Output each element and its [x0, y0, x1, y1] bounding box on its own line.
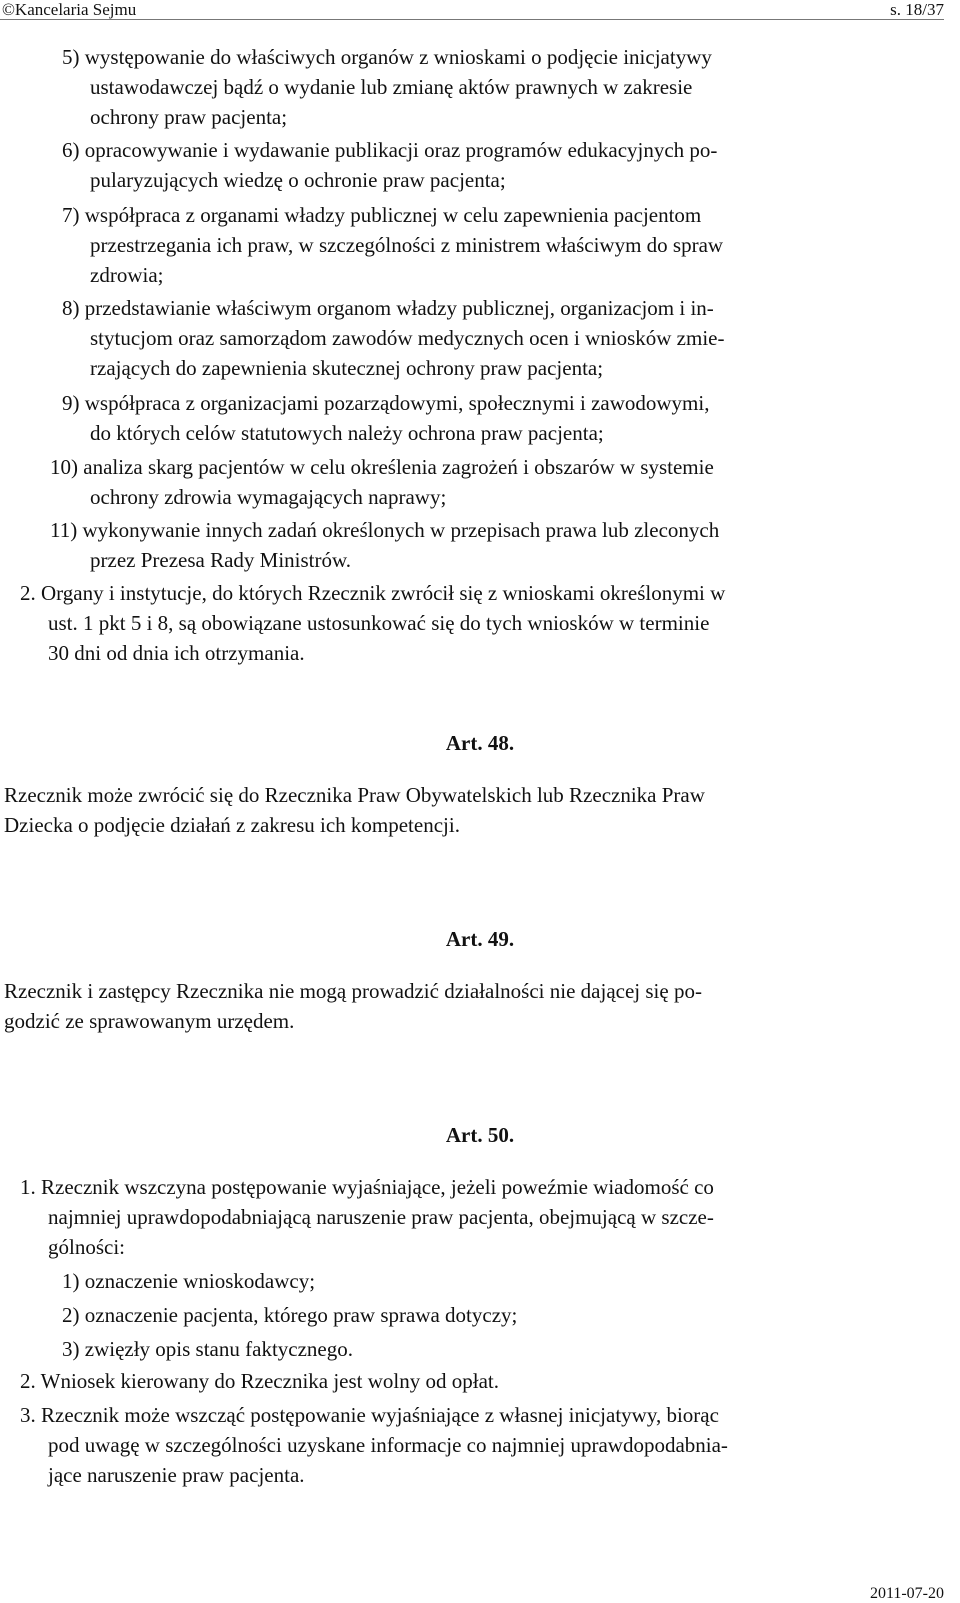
- item-5-line-2: ustawodawczej bądź o wydanie lub zmianę aktów prawnych w zakresie: [90, 75, 693, 99]
- article-48-heading: Art. 48.: [445, 731, 515, 755]
- item-7-line-1: 7) współpraca z organami władzy publicznej w celu zapewnienia pacjentom: [62, 203, 702, 227]
- item-8-line-2: stytucjom oraz samorządom zawodów medycznych ocen i wniosków zmie-: [90, 326, 725, 350]
- article-50-item-2: 2) oznaczenie pacjenta, którego praw sprawa dotyczy;: [62, 1303, 518, 1327]
- article-49-heading: Art. 49.: [445, 927, 515, 951]
- article-50-p3-line-1: 3. Rzecznik może wszcząć postępowanie wyjaśniające z własnej inicjatywy, biorąc: [20, 1403, 719, 1427]
- header-page-number: s. 18/37: [890, 0, 944, 19]
- article-50-p1-line-3: gólności:: [48, 1235, 125, 1259]
- item-5-line-1: 5) występowanie do właściwych organów z wnioskami o podjęcie inicjatywy: [62, 45, 712, 69]
- paragraph-2-line-1: 2. Organy i instytucje, do których Rzecznik zwrócił się z wnioskami określonymi w: [20, 581, 726, 605]
- item-9-line-2: do których celów statutowych należy ochrona praw pacjenta;: [90, 421, 604, 445]
- article-50-item-3: 3) zwięzły opis stanu faktycznego.: [62, 1337, 353, 1361]
- paragraph-2-line-2: ust. 1 pkt 5 i 8, są obowiązane ustosunkować się do tych wniosków w terminie: [48, 611, 710, 635]
- article-50-p2: 2. Wniosek kierowany do Rzecznika jest wolny od opłat.: [20, 1369, 500, 1393]
- item-11-line-1: 11) wykonywanie innych zadań określonych w przepisach prawa lub zleconych: [50, 518, 720, 542]
- header-source: ©Kancelaria Sejmu: [2, 0, 137, 19]
- article-48-line-2: Dziecka o podjęcie działań z zakresu ich kompetencji.: [4, 813, 460, 837]
- item-8-line-3: rzających do zapewnienia skutecznej ochrony praw pacjenta;: [90, 356, 604, 380]
- item-7-line-2: przestrzegania ich praw, w szczególności z ministrem właściwym do spraw: [90, 233, 724, 257]
- article-48-line-1: Rzecznik może zwrócić się do Rzecznika Praw Obywatelskich lub Rzecznika Praw: [4, 783, 705, 807]
- item-9-line-1: 9) współpraca z organizacjami pozarządowymi, społecznymi i zawodowymi,: [62, 391, 710, 415]
- article-50-p3-line-2: pod uwagę w szczególności uzyskane informacje co najmniej uprawdopodabnia-: [48, 1433, 728, 1457]
- item-7-line-3: zdrowia;: [90, 263, 164, 287]
- paragraph-2-line-3: 30 dni od dnia ich otrzymania.: [48, 641, 305, 665]
- item-10-line-2: ochrony zdrowia wymagających naprawy;: [90, 485, 447, 509]
- article-50-heading: Art. 50.: [445, 1123, 515, 1147]
- article-49-line-1: Rzecznik i zastępcy Rzecznika nie mogą prowadzić działalności nie dającej się po-: [4, 979, 702, 1003]
- header-divider: [0, 19, 944, 20]
- item-6-line-1: 6) opracowywanie i wydawanie publikacji oraz programów edukacyjnych po-: [62, 138, 718, 162]
- item-8-line-1: 8) przedstawianie właściwym organom władzy publicznej, organizacjom i in-: [62, 296, 714, 320]
- item-11-line-2: przez Prezesa Rady Ministrów.: [90, 548, 352, 572]
- item-5-line-3: ochrony praw pacjenta;: [90, 105, 288, 129]
- article-50-p1-line-1: 1. Rzecznik wszczyna postępowanie wyjaśniające, jeżeli poweźmie wiadomość co: [20, 1175, 714, 1199]
- footer-date: 2011-07-20: [869, 1585, 944, 1602]
- article-50-p1-line-2: najmniej uprawdopodabniającą naruszenie praw pacjenta, obejmującą w szcze-: [48, 1205, 714, 1229]
- article-50-p3-line-3: jące naruszenie praw pacjenta.: [48, 1463, 305, 1487]
- article-50-item-1: 1) oznaczenie wnioskodawcy;: [62, 1269, 316, 1293]
- article-49-line-2: godzić ze sprawowanym urzędem.: [4, 1009, 295, 1033]
- item-6-line-2: pularyzujących wiedzę o ochronie praw pacjenta;: [90, 168, 506, 192]
- item-10-line-1: 10) analiza skarg pacjentów w celu określenia zagrożeń i obszarów w systemie: [50, 455, 714, 479]
